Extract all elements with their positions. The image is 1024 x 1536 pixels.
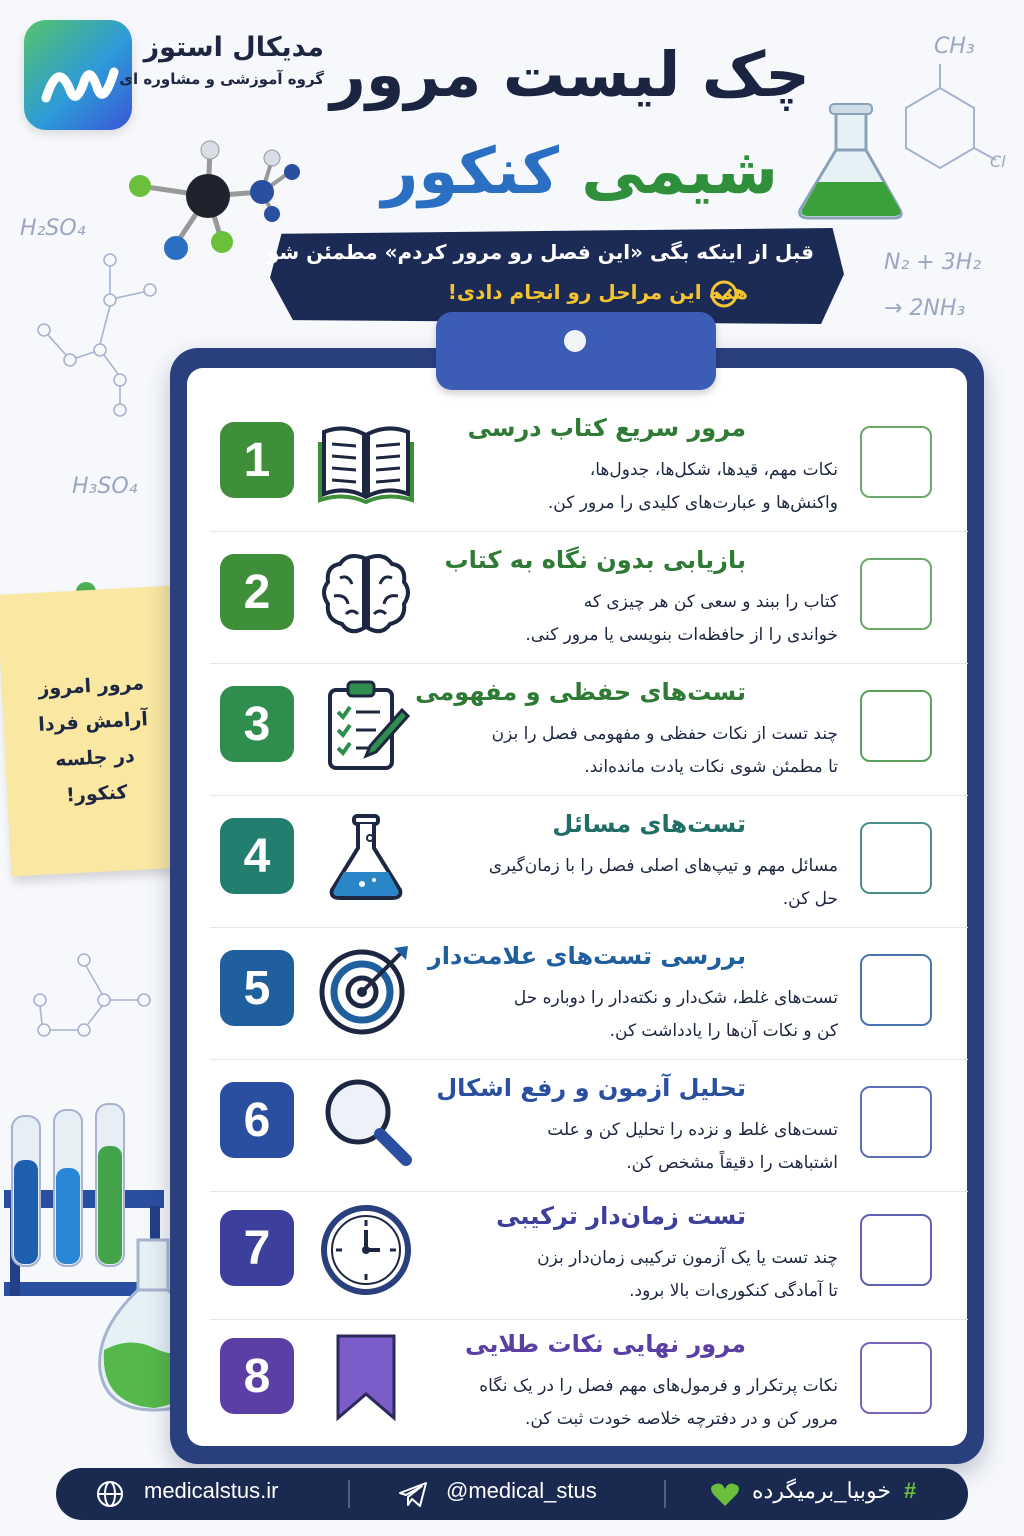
item-title: تحلیل آزمون و رفع اشکال (436, 1074, 746, 1102)
item-checkbox[interactable] (860, 1214, 932, 1286)
check-icon (710, 280, 738, 308)
brand-text (119, 32, 324, 88)
item-description: کتاب را ببند و سعی کن هر چیزی که خواندی را از حافظه‌ات بنویسی یا مرور کنی. (525, 592, 838, 645)
item-number-badge: 7 (220, 1210, 294, 1286)
item-description: چند تست از نکات حفظی و مفهومی فصل را بزن تا مطمئن شوی نکات یادت مانده‌اند. (491, 724, 838, 777)
item-description: نکات پرتکرار و فرمول‌های مهم فصل را در یک نگاه مرور کن و در دفترچه خلاصه خودت ثبت کن. (479, 1376, 838, 1429)
item-number-badge: 6 (220, 1082, 294, 1158)
banner-line1: قبل از اینکه بگی «این فصل رو مرور کردم» مطمئن شو (267, 240, 814, 264)
globe-icon (96, 1480, 124, 1508)
footer-telegram-link[interactable]: @medical_stus (446, 1478, 597, 1503)
checklist-item-3 (210, 664, 968, 796)
checklist-item-6 (210, 1060, 968, 1192)
checklist-item-8 (210, 1316, 968, 1448)
magnifier-icon (318, 1072, 414, 1168)
brain-icon (318, 544, 414, 640)
item-checkbox[interactable] (860, 822, 932, 894)
sticky-note-text: مرور امروز آرامش فردا در جلسه کنکور! (37, 672, 149, 807)
page-title-line1: چک لیست مرور (330, 38, 810, 111)
item-checkbox[interactable] (860, 954, 932, 1026)
checklist-item-7 (210, 1188, 968, 1320)
item-checkbox[interactable] (860, 558, 932, 630)
item-title: بازیابی بدون نگاه به کتاب (444, 546, 746, 574)
flask-icon (318, 808, 414, 904)
item-description: تست‌های غلط، شک‌دار و نکته‌دار را دوباره حل کن و نکات آن‌ها را یادداشت کن. (513, 988, 838, 1041)
checklist-item-4 (210, 796, 968, 928)
item-number-badge: 8 (220, 1338, 294, 1414)
item-description: چند تست یا یک آزمون ترکیبی زمان‌دار بزن تا آمادگی کنکوری‌ات بالا برود. (537, 1248, 838, 1301)
hashtag-text: خوبیا_برمیگرده (752, 1478, 891, 1503)
clock-icon (318, 1200, 414, 1296)
item-title: مرور سریع کتاب درسی (467, 414, 746, 442)
item-checkbox[interactable] (860, 426, 932, 498)
item-number-badge: 2 (220, 554, 294, 630)
formula-n2-3h2: N₂ + 3H₂ (884, 250, 982, 275)
item-checkbox[interactable] (860, 1086, 932, 1158)
item-description: تست‌های غلط و نزده را تحلیل کن و علت اشتباهت را دقیقاً مشخص کن. (547, 1120, 838, 1173)
item-number-badge: 1 (220, 422, 294, 498)
page-title-line2 (381, 135, 778, 209)
item-title: بررسی تست‌های علامت‌دار (427, 942, 746, 970)
formula-ch3: CH₃ (934, 34, 975, 59)
brand-logo (24, 20, 132, 130)
item-number-badge: 5 (220, 950, 294, 1026)
hashtag-icon: # (904, 1478, 917, 1503)
formula-2nh3: → 2NH₃ (884, 296, 966, 321)
item-number-badge: 3 (220, 686, 294, 762)
logo-mark-icon (24, 20, 132, 130)
formula-cl: Cl (990, 152, 1006, 171)
heart-icon (710, 1482, 740, 1508)
brand-name: مدیکال استوز (143, 32, 324, 63)
open-book-icon (318, 412, 414, 508)
checklist-item-1 (210, 400, 968, 532)
item-title: مرور نهایی نکات طلایی (465, 1330, 746, 1358)
item-description: نکات مهم، قیدها، شکل‌ها، جدول‌ها، واکنش‌ها و عبارت‌های کلیدی را مرور کن. (547, 460, 838, 513)
formula-h2so4: H₂SO₄ (20, 216, 86, 241)
banner-line2: همه این مراحل رو انجام دادی! (447, 280, 748, 304)
item-title: تست‌های حفظی و مفهومی (415, 678, 746, 706)
formula-h3so4: H₃SO₄ (72, 474, 138, 499)
clipboard-clip-hole (564, 330, 586, 352)
item-checkbox[interactable] (860, 1342, 932, 1414)
telegram-icon (398, 1480, 428, 1508)
brand-subtitle: گروه آموزشی و مشاوره ای (119, 70, 324, 89)
title-word-konkur: کنکور (381, 135, 559, 209)
item-title: تست زمان‌دار ترکیبی (496, 1202, 746, 1230)
item-description: مسائل مهم و تیپ‌های اصلی فصل را با زمان‌گیری حل کن. (488, 856, 838, 909)
clipboard-pencil-icon (318, 676, 414, 772)
item-number-badge: 4 (220, 818, 294, 894)
target-icon (318, 940, 414, 1036)
item-title: تست‌های مسائل (552, 810, 746, 838)
footer-hashtag (752, 1478, 891, 1504)
title-word-chemistry: شیمی (581, 135, 778, 209)
checklist-item-2 (210, 532, 968, 664)
item-checkbox[interactable] (860, 690, 932, 762)
footer-divider (348, 1480, 350, 1508)
checklist-item-5 (210, 928, 968, 1060)
footer-website-link[interactable]: medicalstus.ir (144, 1478, 279, 1503)
footer-divider (664, 1480, 666, 1508)
bookmark-icon (318, 1328, 414, 1424)
